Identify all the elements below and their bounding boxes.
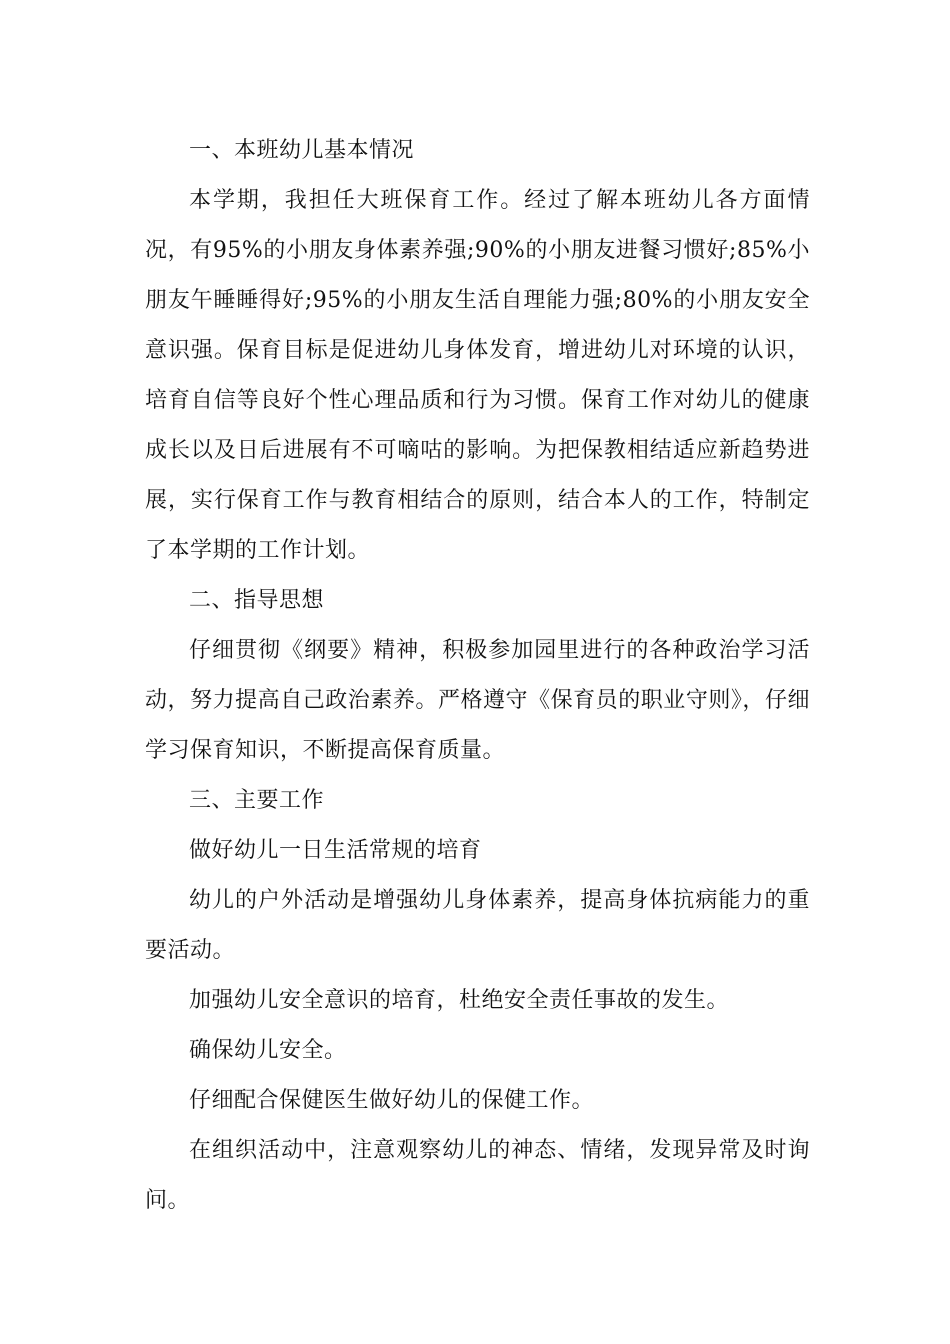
paragraph-observation: 在组织活动中，注意观察幼儿的神态、情绪，发现异常及时询问。 bbox=[145, 1138, 810, 1213]
paragraph-safety-awareness: 加强幼儿安全意识的培育，杜绝安全责任事故的发生。 bbox=[189, 988, 730, 1013]
paragraph-basic-situation: 本学期，我担任大班保育工作。经过了解本班幼儿各方面情况，有95%的小朋友身体素养强;90%的小朋友进餐习惯好;85%小朋友午睡睡得好;95%的小朋友生活自理能力强;80%的小朋友安全意识强。保育目标是促进幼儿身体发育，增进幼儿对环境的认识，培育自信等良好个性心理品质和行为习惯。保育工作对幼儿的健康成长以及日后进展有不可嘀咕的影响。为把保教相结适应新趋势进展，实行保育工作与教育相结合的原则，结合本人的工作，特制定了本学期的工作计划。 bbox=[145, 188, 810, 563]
section-heading-guiding-thought: 二、指导思想 bbox=[189, 588, 325, 613]
paragraph-health-care: 仔细配合保健医生做好幼儿的保健工作。 bbox=[189, 1088, 595, 1113]
section-heading-main-work: 三、主要工作 bbox=[189, 788, 325, 813]
section-heading-basic-situation: 一、本班幼儿基本情况 bbox=[189, 138, 415, 163]
paragraph-guiding-thought: 仔细贯彻《纲要》精神，积极参加园里进行的各种政治学习活动，努力提高自己政治素养。严格遵守《保育员的职业守则》，仔细学习保育知识，不断提高保育质量。 bbox=[145, 638, 810, 763]
subheading-daily-routine: 做好幼儿一日生活常规的培育 bbox=[189, 838, 482, 863]
paragraph-outdoor-activity: 幼儿的户外活动是增强幼儿身体素养，提高身体抗病能力的重要活动。 bbox=[145, 888, 810, 963]
document-body bbox=[145, 126, 810, 1226]
paragraph-ensure-safety: 确保幼儿安全。 bbox=[189, 1038, 347, 1063]
